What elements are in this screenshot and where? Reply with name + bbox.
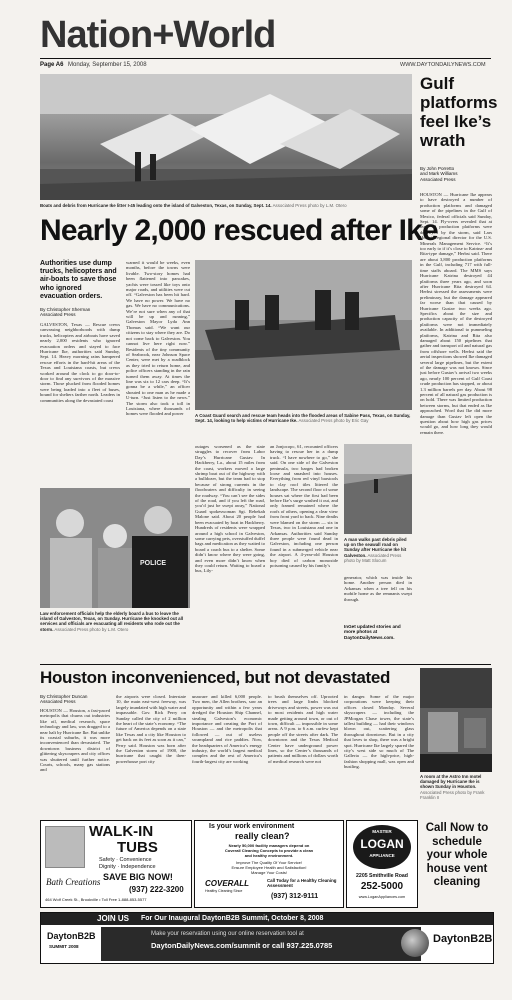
main-col5: generator, which was inside his home. Another person died in Arkansas when a tree fell on his mobile home as the remnants swept through. — [344, 575, 412, 602]
rescue-caption-text: A Coast Guard search and rescue team heads into the flooded areas of Sabine Pass, Texas, on Sunday, Sept. 14, looking to help victims of Hurricane Ike. — [195, 413, 411, 424]
gulf-byline — [420, 166, 492, 182]
houston-headline: Houston inconvenienced, but not devastated — [40, 668, 391, 687]
main-byline-2: Associated Press — [40, 312, 76, 318]
top-photo-boats — [40, 74, 412, 200]
houston-col3: unaware and killed 6,000 people. Two men, the Allen brothers, saw an opportunity and within a few years dredged the Houston Ship Channel, stealing Galveston’s economic importance and creating the Port of Houston — and the metropolis that followed — out of useless swampland and rice paddies. Now, the headquarters of America’s energy industry, the world’s largest medical complex and the rest of America’s fourth-largest city are working — [192, 694, 262, 764]
main-col1: GALVESTON, Texas — Rescue crews canvassing neighborhoods with dump trucks, helicopters and airboats have saved nearly 2,000 residents who ignored evacuation orders and stayed to face Hurricane Ike, authorities said Sunday, Sept. 14. Heavy morning rains hampered rescue efforts in the hard-hit areas of the Texas and Louisiana coasts, but crews worked around the clock to go door-to-door to find any survivors of the massive storm. Those plucked from flooded homes were being loaded into a fleet of buses, bound for shelters farther north. Leaders in communities along the devastated coast — [40, 322, 120, 403]
walkin-save: SAVE BIG NOW! — [103, 872, 173, 882]
police-photo-caption — [40, 611, 190, 632]
astro-inn-photo — [420, 668, 492, 772]
walkin-tubs-ad[interactable] — [40, 820, 192, 908]
houston-col1: HOUSTON — Houston, a fast-paced metropolis that churns out industries like oil, medical research, space technology and law, was dragged to a near halt by Hurricane Ike. But unlike its coastal suburbs, it was more inconvenienced than devastated. The downtown business district of glittering skyscrapers and city offices was shuttered until further notice. Courts, schools, many gas stations and — [40, 708, 110, 773]
main-deck: Authorities use dump trucks, helicopters and air-boats to save those who ignored evacuation orders. — [40, 260, 117, 300]
coverall-b1: Nearly 50,000 facility managers depend on — [228, 843, 310, 848]
walker-caption-credit: Associated Press photo by Matt Slocum — [344, 552, 402, 563]
houston-col2: the airports were closed. Interstate 10, the main east-west freeway, was largely inundated with high water and impassable. Gov. Rick Perry on Sunday called the city of 2 million the heart of the state’s economy. “The future of America depends on a state like Texas and a city like Houston to get back on its feet as soon as it can,” Perry said. Houston was born after the Galveston storm of 1900, the hurricane that caught the then-powerhouse port city — [116, 694, 186, 764]
coverall-b6: Manage Your Costs! — [250, 870, 288, 875]
police-caption-text: Law enforcement officials help the elderly board a bus to leave the island of Galveston, Texas, on Sunday. Hurricane Ike knocked out all services and officials are evacuating all residents who rode out the storm. — [40, 611, 184, 632]
logan-brand-1: MASTER — [372, 829, 392, 834]
coverall-b3: and healthy environment. — [244, 853, 294, 858]
gulf-headline: Gulf platforms feel Ike’s wrath — [420, 74, 498, 150]
airboat-illustration — [195, 260, 412, 410]
video-note[interactable]: InGet updated stories and more photos at DaytonDailyNews.com. — [344, 624, 401, 640]
coverall-q1: Is your work environment — [209, 823, 295, 830]
coverall-phone: (937) 312-9111 — [271, 893, 319, 900]
coverall-sub: Healthy Cleaning Since — [205, 889, 243, 893]
coverall-b2: Coverall Cleaning Concepts to provide a clean — [224, 848, 314, 853]
b2b-summit-banner[interactable] — [40, 912, 494, 964]
main-byline-1: By Christopher Sherman — [40, 307, 91, 312]
walkin-title-2: TUBS — [117, 839, 158, 856]
police-photo — [40, 488, 190, 608]
b2b-line3: DaytonDailyNews.com/summit or call 937.225.0785 — [151, 941, 333, 950]
logan-brand-3: APPLIANCE — [369, 853, 395, 858]
houston-col5: in danger. Some of the major corporations were keeping their offices closed Monday. Several skyscrapers — including the JPMorgan Chase tower, the state’s tallest building — had their windows blown out, scattering glass throughout downtown. But in a city that loves to shop, there was a bright spot. Hurricane Ike largely spared the city’s west side so much of The Galleria — the high-price, high-fashion shopping mall, was open and bustling. — [344, 694, 414, 770]
masthead-title: Nation+World — [40, 14, 276, 56]
coverall-b5: Ensure Employee Health and Satisfaction! — [231, 865, 307, 870]
rescue-photo-airboat — [195, 260, 412, 410]
b2b-logo-left-sub: SUMMIT 2008 — [49, 944, 79, 949]
logan-address: 2205 Smithville Road — [356, 873, 408, 879]
vent-cleaning-callout: Call Now to schedule your whole house vent cleaning — [425, 822, 489, 888]
rescue-caption-credit: Associated Press photo by Eric Gay — [298, 418, 369, 424]
b2b-logo-left: DaytonB2B — [47, 931, 96, 941]
gulf-body: HOUSTON — Hurricane Ike appears to have destroyed a number of production platforms and damaged some of the pipelines in the Gulf of Mexico, federal officials said Sunday, Sept. 14. Fly-overs revealed that at least 10 production platforms were destroyed by the storm, said Lars Herbst, regional director for the U.S. Minerals Management Service. “It’s too early to if it’s close to Katrina- and Rita-type damage,” Herbst said. There are about 3,800 production platforms in the Gulf, including 717 with full-time staffs aboard. The MMS says Hurricane Katrina destroyed 44 platforms three years ago, and soon after Hurricane Rita destroyed 64. Herbst stressed the assessments were preliminary, but the damage appeared far worse than that caused by Hurricane Gustav two weeks ago. Specifics about the size and production capacity of the destroyed platforms were not immediately available. In additional to pummeling platforms, Katrina and Rita also damaged about 150 pipelines that gather and transport oil and natural gas from offshore wells. Herbst said the aerial inspections showed Ike damaged several large pipelines, but the extent of the damage was not known. Since just before Gustav’s arrival two weeks ago, nearly 100 percent of Gulf Coast crude production has stopped, or about 1.3 million barrels per day. About 98 percent of all natural gas production is on hold. There was limited production between storms, but that ended as Ike approached. Word that Ike did more damage than Gustav left open the question about how high gas prices would go, and how long they would remain there. — [420, 192, 492, 435]
walkin-address: 464 Wolf Creek St., Brookville • Toll Free 1-888-853-5577 — [45, 897, 147, 902]
gulf-byline-1: By John Porretto — [420, 166, 455, 171]
top-caption-text: Boats and debris from Hurricane Ike litter I-45 leading onto the island of Galveston, Texas, on Sunday, Sept. 14. — [40, 203, 272, 208]
b2b-join: JOIN US — [97, 914, 130, 923]
police-illustration — [40, 488, 190, 608]
top-caption-credit: Associated Press photo by L.M. Otero — [272, 203, 347, 208]
walkin-title-1: WALK-IN — [89, 823, 154, 840]
logan-appliance-ad[interactable] — [346, 820, 418, 908]
walkin-phone: (937) 222-3200 — [129, 885, 184, 894]
gulf-byline-3: Associated Press — [420, 176, 456, 182]
main-headline: Nearly 2,000 rescued after Ike — [40, 214, 438, 247]
seawall-debris-illustration — [344, 444, 412, 534]
b2b-event: For Our Inaugural DaytonB2B Summit, October 8, 2008 — [141, 915, 324, 922]
gulf-byline-2: and Mark Williams — [420, 171, 458, 177]
houston-byline-1: By Christopher Duncan — [40, 694, 88, 699]
boats-debris-illustration — [40, 74, 412, 200]
houston-byline-2: Associated Press — [40, 699, 76, 705]
logan-brand-2: LOGAN — [360, 837, 404, 851]
b2b-line2: Make your reservation using our online reservation tool at — [151, 931, 304, 937]
coverall-call: Call Today for a Healthy Cleaning Assessment — [267, 878, 337, 888]
rescue-photo-caption — [195, 413, 412, 423]
main-col4: an Jonjocopc, 61, recounted officers having to rescue her in a dump truck. “I have nowhere to go,” she said. On one side of the Galveston peninsula, two barges had broken loose and smashed into houses. Everything from red vinyl barstools to clay roof tiles littered the landscape. The second floor of some houses sat where the first had been before Ike’s surge washed it out, and only framed remained where the roofs of others, opening a clear view from front yard to back. Nine deaths were blamed on the storm — six in Texas, two in Louisiana and one in Arkansas. Authorities said Sunday three people were found dead in Galveston, including one person found in a submerged vehicle near the airport. A 4-year-old Houston boy died of carbon monoxide poisoning caused by his family’s — [270, 444, 338, 568]
walker-caption-text: A man walks past debris piled up on the seawall road on Sunday after Hurricane Ike hit Galveston. — [344, 537, 407, 558]
walker-photo-caption — [344, 537, 412, 563]
section-rule — [40, 664, 491, 665]
b2b-logo-right: DaytonB2B — [433, 933, 493, 945]
houston-byline — [40, 694, 110, 705]
walker-photo — [344, 444, 412, 534]
logan-url: www.LoganAppliances.com — [358, 895, 406, 899]
police-shirt-text: POLICE — [140, 560, 167, 567]
coverall-ad[interactable] — [194, 820, 344, 908]
motel-room-illustration — [420, 668, 492, 772]
main-col3: outages worsened as the state struggles to recover from Labor Day’s Hurricane Gustav. In Hackberry, La., about 15 miles from the coast, workers moved a large shrimp boat out of the highway with a bulldozer, but the team had to stop because of strong currents in the floodwaters and difficulty in seeing the roadway. “You can’t see the sides of the road, and if you left the road, you’d just be swept away,” National Guard spokeswoman Sgt. Rebekah Malone said. About 20 people had been evacuated by boat in Hackberry. Hundreds of residents were wrapped around a high school in Galveston, some carrying pets, overstuffed duffel bags and medication as they waited to board a coach bus to a shelter. Some didn’t know where they were going, and even more didn’t know when they could return. Waiting to board a bus, Lily- — [195, 444, 265, 574]
walkin-line1: Safety · Convenience — [99, 857, 152, 863]
houston-col4: to brush themselves off. Uprooted trees and large limbs blocked driveways and streets, power was out to most residents and high water made getting around town, or out of town, difficult — impossible in some areas. A 9 p.m. to 6 a.m. curfew kept people off the streets after dark. The downtown and the Texas Medical Center have underground power lines, so the Center’s thousands of patients and millions of dollars worth of medical research were not — [268, 694, 338, 764]
main-col2: warned it would be weeks, even months, before the towns were livable. Two-story homes had been flattened into pancakes, yachts were tossed like toys onto major roads, and utilities were cut off. “Galveston has been hit hard. We have no power. We have no gas. We have no communications. We’re not sure when any of that will be up and running,” Galveston Mayor Lyda Ann Thomas said. “We want our citizens to stay where they are. Do not come back to Galveston. You cannot live here right now.” Residents of the tiny community of Seabrook, near Johnson Space Center, were met by a roadblock as they tried to return home, and police officers standing in the rain turned them away. At times the line was six to 12 cars deep. “It’s gonna be a while,” an officer shouted to one man as he made a U-turn. “Just listen to the news.” The storm also took a toll in Louisiana, where thousands of homes were flooded and power — [126, 260, 190, 417]
b2b-globe-icon — [401, 929, 429, 957]
page-date: Monday, September 15, 2008 — [68, 62, 147, 68]
walkin-brand: Bath Creations — [46, 877, 101, 887]
police-caption-credit: Associated Press photo by L.M. Otero — [54, 626, 129, 632]
site-url[interactable]: WWW.DAYTONDAILYNEWS.COM — [400, 62, 486, 68]
page-number: Page A6 — [40, 62, 64, 68]
tub-image — [45, 826, 85, 868]
logan-phone: 252-5000 — [360, 881, 404, 892]
coverall-q2: really clean? — [235, 831, 290, 841]
coverall-brand: COVERALL — [205, 879, 249, 888]
top-photo-caption — [40, 203, 412, 208]
astro-inn-caption — [420, 774, 492, 800]
main-byline — [40, 307, 120, 318]
masthead-rule — [40, 58, 491, 59]
astro-caption-text: A room at the Astro Inn motel damaged by Hurricane Ike is shown Sunday in Houston. — [420, 774, 482, 790]
walkin-line2: Dignity · Independence — [99, 864, 156, 870]
astro-caption-credit: Associated Press photo by Frank Franklin II — [420, 789, 485, 800]
coverall-b4: Improve The Quality Of Your Service! — [236, 860, 302, 865]
